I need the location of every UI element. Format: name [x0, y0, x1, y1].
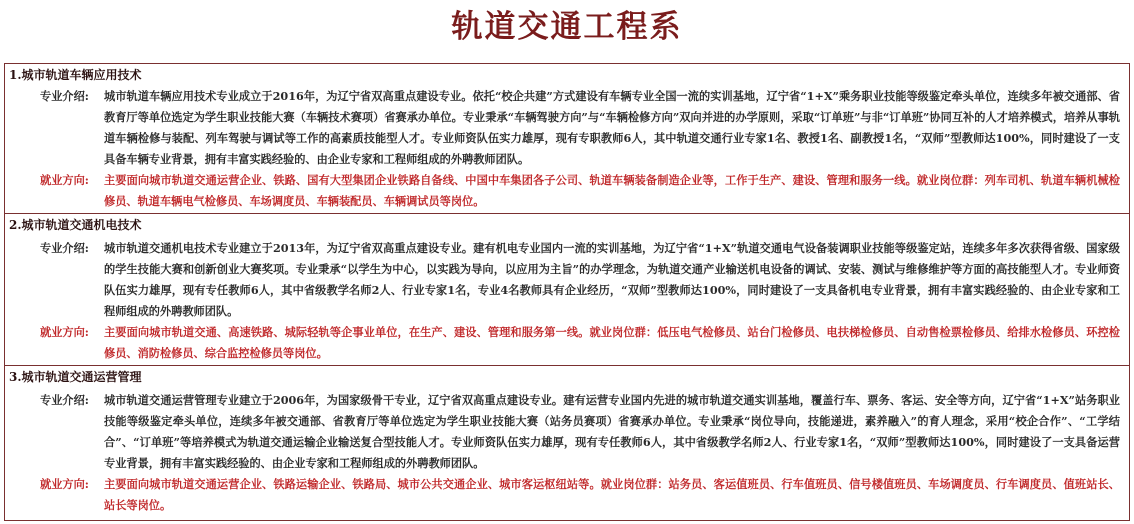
major-career — [40, 322, 1120, 364]
intro-label: 专业介绍: — [40, 89, 89, 103]
major-intro — [40, 238, 1120, 322]
major-title: 1.城市轨道车辆应用技术 — [9, 68, 142, 82]
career-label: 就业方向: — [40, 477, 89, 491]
page-title: 轨道交通工程系 — [451, 9, 683, 45]
major-career — [40, 474, 1120, 516]
intro-text: 城市轨道交通运营管理专业建立于2006年，为国家级骨干专业，辽宁省双高重点建设专业。建有运营专业国内先进的城市轨道交通实训基地，覆盖行车、票务、客运、安全等方向，辽宁省“1+X”站务职业技能等级鉴定牵头单位，连续多年被交通部、省教育厅等单位选定为学生职业技能大赛（站务员赛项）省赛承办单位。专业秉承“岗位导向，技能递进，素养融入”的育人理念，采用“校企合作”、“工学结合”、“订单班”等培养模式为轨道交通运输企业输送复合型技能人才。专业师资队伍实力雄厚，现有专任教师6人，其中省级教学名师2人、行业专家1名，“双师”型教师达100%，同时建设了一支具备运营专业背景，拥有丰富实践经验的、由企业专家和工程师组成的外聘教师团队。 — [104, 393, 1120, 470]
major-section-vehicle-technology — [5, 64, 1129, 214]
career-text: 主要面向城市轨道交通、高速铁路、城际轻轨等企事业单位，在生产、建设、管理和服务第一线。就业岗位群：低压电气检修员、站台门检修员、电扶梯检修员、自动售检票检修员、给排水检修员、环控检修员、消防检修员、综合监控检修员等岗位。 — [104, 325, 1120, 360]
career-text: 主要面向城市轨道交通运营企业、铁路运输企业、铁路局、城市公共交通企业、城市客运枢纽站等。就业岗位群：站务员、客运值班员、行车值班员、信号楼值班员、车场调度员、行车调度员、值班站长、站长等岗位。 — [104, 477, 1120, 512]
major-section-electromechanical — [5, 214, 1129, 366]
intro-text: 城市轨道车辆应用技术专业成立于2016年，为辽宁省双高重点建设专业。依托“校企共建”方式建设有车辆专业全国一流的实训基地，辽宁省“1+X”乘务职业技能等级鉴定牵头单位，连续多年被交通部、省教育厅等单位选定为学生职业技能大赛（车辆技术赛项）省赛承办单位。专业秉承“车辆驾驶方向”与“车辆检修方向”双向并进的办学原则，采取“订单班”与非“订单班”协同互补的人才培养模式，培养从事轨道车辆检修与装配、列车驾驶与调试等工作的高素质技能型人才。专业师资队伍实力雄厚，现有专职教师6人，其中轨道交通行业专家1名、教授1名、副教授1名，“双师”型教师达100%，同时建设了一支具备车辆专业背景，拥有丰富实践经验的、由企业专家和工程师组成的外聘教师团队。 — [104, 89, 1120, 166]
majors-table — [4, 63, 1130, 521]
career-text: 主要面向城市轨道交通运营企业、铁路、国有大型集团企业铁路自备线、中国中车集团各子公司、轨道车辆装备制造企业等，工作于生产、建设、管理和服务一线。就业岗位群：列车司机、轨道车辆机械检修员、轨道车辆电气检修员、车场调度员、车辆装配员、车辆调试员等岗位。 — [104, 173, 1120, 208]
major-career — [40, 170, 1120, 212]
major-intro — [40, 86, 1120, 170]
intro-label: 专业介绍: — [40, 393, 89, 407]
major-section-operation-management — [5, 366, 1129, 520]
major-intro — [40, 390, 1120, 474]
career-label: 就业方向: — [40, 325, 89, 339]
major-title: 3.城市轨道交通运营管理 — [9, 370, 142, 384]
intro-label: 专业介绍: — [40, 241, 89, 255]
career-label: 就业方向: — [40, 173, 89, 187]
intro-text: 城市轨道交通机电技术专业建立于2013年，为辽宁省双高重点建设专业。建有机电专业国内一流的实训基地，为辽宁省“1+X”轨道交通电气设备装调职业技能等级鉴定站，连续多年多次获得省级、国家级的学生技能大赛和创新创业大赛奖项。专业秉承“以学生为中心，以实践为导向，以应用为主旨”的办学理念，为轨道交通产业输送机电设备的调试、安装、测试与维修维护等方面的高技能型人才。专业师资队伍实力雄厚，现有专任教师6人，其中省级教学名师2人、行业专家1名，专业4名教师具有企业经历，“双师”型教师达100%，同时建设了一支具备机电专业背景，拥有丰富实践经验的、由企业专家和工程师组成的外聘教师团队。 — [104, 241, 1120, 318]
major-title: 2.城市轨道交通机电技术 — [9, 218, 142, 232]
